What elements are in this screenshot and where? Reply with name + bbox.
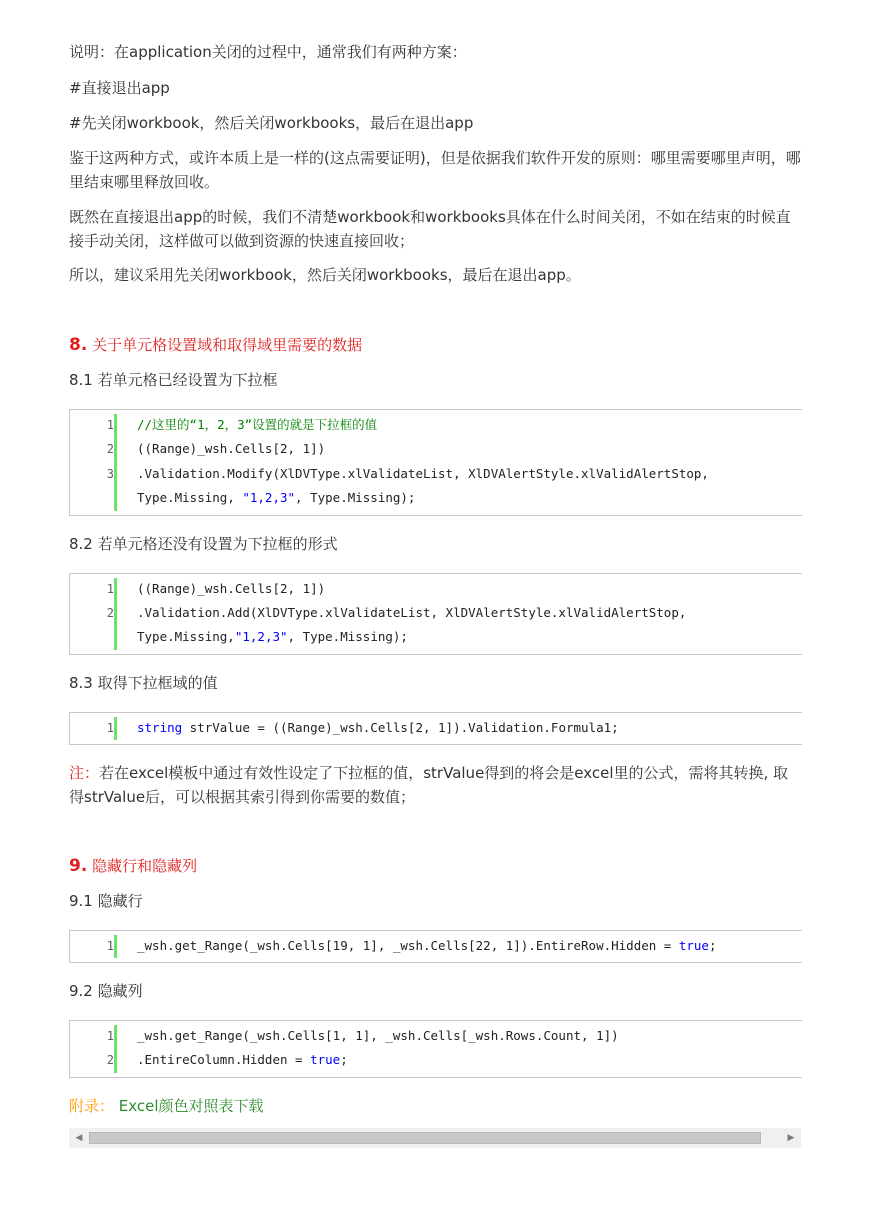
code-block-8-3	[69, 712, 802, 745]
line-number: 1	[106, 1029, 114, 1043]
code-line	[137, 625, 408, 650]
paragraph-conclusion: 所以，建议采用先关闭workbook，然后关闭workbooks，最后在退出app。	[69, 266, 581, 284]
gutter-bar	[114, 414, 117, 511]
code-line	[137, 934, 717, 959]
appendix	[69, 1094, 264, 1118]
paragraph-principle: 鉴于这两种方式，或许本质上是一样的(这点需要证明)，但是依据我们软件开发的原则：哪里需要哪里声明，哪里结束哪里释放回收。	[69, 149, 801, 191]
code-block-9-1	[69, 930, 802, 963]
section-9-heading	[69, 854, 197, 878]
gutter-bar	[114, 935, 117, 958]
note-text: 若在excel模板中通过有效性设定了下拉框的值，strValue得到的将会是excel里的公式，需将其转换, 取得strValue后，可以根据其索引得到你需要的数值；	[69, 764, 789, 806]
scroll-right-arrow-icon[interactable]: ▶	[787, 1133, 795, 1143]
section-8-heading	[69, 333, 362, 357]
code-block-8-1	[69, 409, 802, 516]
paragraph-intro: 说明：在application关闭的过程中，通常我们有两种方案：	[69, 43, 467, 61]
line-number-gutter	[70, 574, 114, 654]
subheading-8-1: 8.1 若单元格已经设置为下拉框	[69, 371, 278, 389]
code-text: Type.Missing,	[137, 490, 243, 505]
code-line: .Validation.Add(XlDVType.xlValidateList, XlDVAlertStyle.xlValidAlertStop,	[137, 605, 687, 620]
subheading-8-2: 8.2 若单元格还没有设置为下拉框的形式	[69, 535, 338, 553]
code-keyword: true	[310, 1052, 341, 1067]
code-text: , Type.Missing);	[287, 629, 408, 644]
line-number: 2	[106, 442, 114, 456]
code-line	[137, 716, 619, 741]
code-block-8-2	[69, 573, 802, 655]
code-keyword: true	[678, 938, 709, 953]
gutter-bar	[114, 1025, 117, 1073]
section-9-number: 9.	[69, 856, 88, 876]
code-text: ;	[708, 938, 717, 953]
line-number-gutter	[70, 410, 114, 515]
line-number: 2	[106, 606, 114, 620]
code-string: "1,2,3"	[242, 490, 296, 505]
line-number-gutter	[70, 931, 114, 962]
code-comment-line: //这里的“1，2，3”设置的就是下拉框的值	[137, 417, 378, 432]
line-number: 1	[106, 418, 114, 432]
gutter-bar	[114, 578, 117, 650]
code-line: ((Range)_wsh.Cells[2, 1])	[137, 581, 326, 596]
section-8-number: 8.	[69, 335, 88, 355]
code-block-9-2	[69, 1020, 802, 1078]
scroll-left-arrow-icon[interactable]: ◀	[75, 1133, 83, 1143]
horizontal-scrollbar[interactable]	[69, 1128, 801, 1148]
section-8-title: 关于单元格设置域和取得域里需要的数据	[87, 336, 363, 354]
line-number: 1	[106, 939, 114, 953]
code-text: ;	[340, 1052, 348, 1067]
code-line	[137, 1048, 348, 1073]
paragraph-option-2: #先关闭workbook，然后关闭workbooks，最后在退出app	[69, 114, 474, 132]
appendix-download-link[interactable]: Excel颜色对照表下载	[118, 1097, 264, 1115]
subheading-9-2: 9.2 隐藏列	[69, 982, 143, 1000]
code-text: .EntireColumn.Hidden =	[137, 1052, 311, 1067]
line-number: 2	[106, 1053, 114, 1067]
section-9-title: 隐藏行和隐藏列	[87, 857, 198, 875]
paragraph-reason: 既然在直接退出app的时候，我们不清楚workbook和workbooks具体在什么时间关闭，不如在结束的时候直接手动关闭，这样做可以做到资源的快速直接回收；	[69, 208, 791, 250]
code-text: strValue = ((Range)_wsh.Cells[2, 1]).Validation.Formula1;	[182, 720, 619, 735]
scroll-thumb[interactable]	[89, 1132, 761, 1144]
note-paragraph	[69, 761, 802, 809]
code-text: , Type.Missing);	[295, 490, 416, 505]
line-number: 3	[106, 467, 114, 481]
code-text: Type.Missing,	[137, 629, 235, 644]
line-number: 1	[106, 721, 114, 735]
subheading-9-1: 9.1 隐藏行	[69, 892, 143, 910]
code-line: _wsh.get_Range(_wsh.Cells[1, 1], _wsh.Cells[_wsh.Rows.Count, 1])	[137, 1028, 619, 1043]
line-number-gutter	[70, 1021, 114, 1077]
line-number: 1	[106, 582, 114, 596]
code-line: .Validation.Modify(XlDVType.xlValidateList, XlDVAlertStyle.xlValidAlertStop,	[137, 466, 709, 481]
appendix-label: 附录：	[69, 1097, 115, 1115]
subheading-8-3: 8.3 取得下拉框域的值	[69, 674, 218, 692]
gutter-bar	[114, 717, 117, 740]
line-number-gutter	[70, 713, 114, 744]
code-text: _wsh.get_Range(_wsh.Cells[19, 1], _wsh.Cells[22, 1]).EntireRow.Hidden =	[137, 938, 679, 953]
code-keyword: string	[137, 720, 183, 735]
code-line	[137, 486, 415, 511]
note-label: 注：	[69, 764, 100, 782]
code-string: "1,2,3"	[234, 629, 288, 644]
paragraph-option-1: #直接退出app	[69, 79, 170, 97]
code-line: ((Range)_wsh.Cells[2, 1])	[137, 441, 326, 456]
